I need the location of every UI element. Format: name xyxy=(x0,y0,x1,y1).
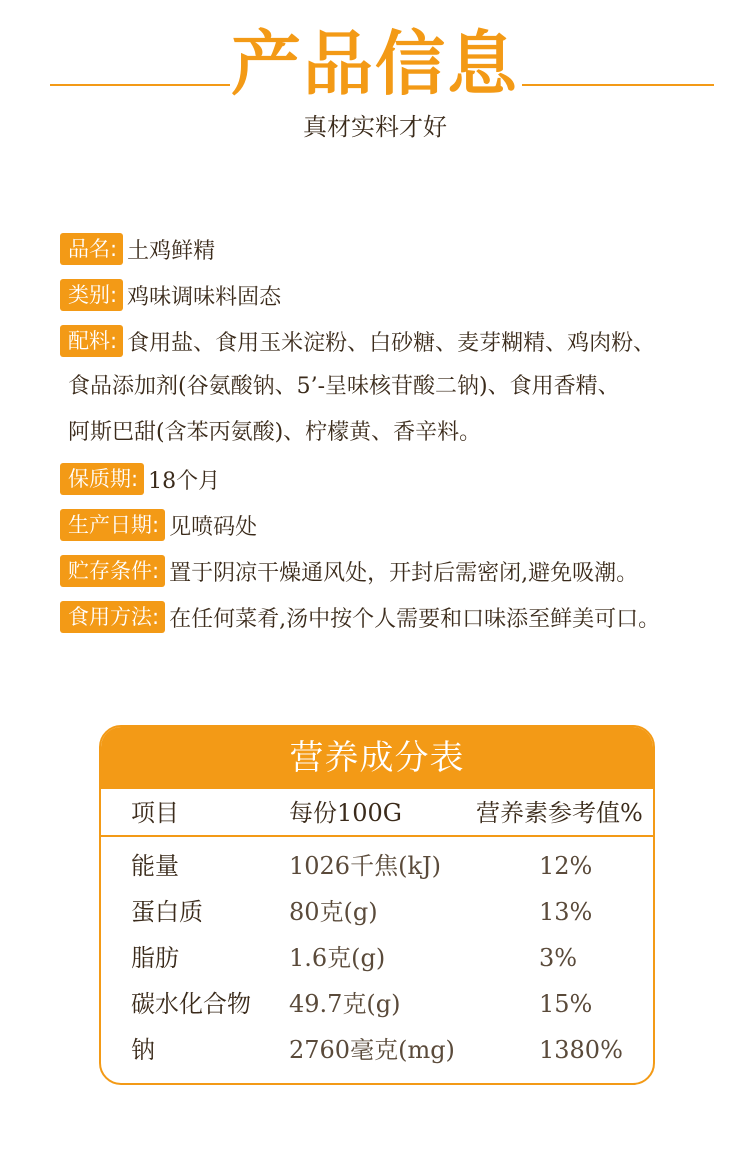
nutrient-name: 能量 xyxy=(131,852,179,880)
nutrition-table-header xyxy=(101,789,653,837)
storage-tag: 贮存条件: xyxy=(60,555,165,587)
info-row-production-date xyxy=(60,502,740,548)
nutrient-nrv: 13% xyxy=(539,898,593,926)
product-info xyxy=(60,226,740,640)
nutrient-name: 钠 xyxy=(131,1036,155,1064)
ingredients-line-1: 食用盐、食用玉米淀粉、白砂糖、麦芽糊精、鸡肉粉、 xyxy=(127,330,656,356)
name-value: 土鸡鲜精 xyxy=(127,238,216,264)
table-row xyxy=(101,935,653,981)
info-row-ingredients xyxy=(60,318,740,364)
nutrient-amount: 1.6克(g) xyxy=(289,944,386,972)
nutrient-amount: 1026千焦(kJ) xyxy=(289,852,441,880)
nutrient-amount: 80克(g) xyxy=(289,898,378,926)
table-row xyxy=(101,1027,653,1073)
nutrient-name: 蛋白质 xyxy=(131,898,203,926)
usage-tag: 食用方法: xyxy=(60,601,165,633)
nutrition-table-title: 营养成分表 xyxy=(101,727,653,789)
ingredients-tag: 配料: xyxy=(60,325,123,357)
table-row xyxy=(101,843,653,889)
production-date-tag: 生产日期: xyxy=(60,509,165,541)
page-subtitle: 真材实料才好 xyxy=(303,113,447,141)
title-divider-right xyxy=(522,84,714,86)
storage-value: 置于阴凉干燥通风处，开封后需密闭,避免吸潮。 xyxy=(169,560,639,586)
nutrient-name: 脂肪 xyxy=(131,944,179,972)
info-row-usage xyxy=(60,594,740,640)
shelf-life-value: 18个月 xyxy=(148,468,221,494)
info-row-shelf-life xyxy=(60,456,740,502)
category-value: 鸡味调味料固态 xyxy=(127,284,282,310)
column-header-per-serving: 每份100G xyxy=(289,799,402,827)
nutrient-nrv: 1380% xyxy=(539,1036,623,1064)
info-row-storage xyxy=(60,548,740,594)
nutrition-table-body xyxy=(101,837,653,1073)
page-header xyxy=(0,24,750,104)
nutrient-name: 碳水化合物 xyxy=(131,990,251,1018)
info-row-category xyxy=(60,272,740,318)
table-row xyxy=(101,981,653,1027)
nutrient-nrv: 3% xyxy=(539,944,578,972)
info-row-name xyxy=(60,226,740,272)
table-row xyxy=(101,889,653,935)
usage-value: 在任何菜肴,汤中按个人需要和口味添至鲜美可口。 xyxy=(169,606,661,632)
ingredients-line-3: 阿斯巴甜(含苯丙氨酸)、柠檬黄、香辛料。 xyxy=(68,420,482,445)
nutrition-table xyxy=(99,725,655,1085)
nutrient-amount: 49.7克(g) xyxy=(289,990,401,1018)
shelf-life-tag: 保质期: xyxy=(60,463,144,495)
page-title: 产品信息 xyxy=(231,23,519,105)
category-tag: 类别: xyxy=(60,279,123,311)
production-date-value: 见喷码处 xyxy=(169,514,258,540)
nutrient-amount: 2760毫克(mg) xyxy=(289,1036,455,1064)
ingredients-line-2: 食品添加剂(谷氨酸钠、5’-呈味核苷酸二钠)、食用香精、 xyxy=(68,374,620,399)
column-header-item: 项目 xyxy=(131,799,179,827)
column-header-nrv: 营养素参考值% xyxy=(476,799,643,827)
nutrient-nrv: 12% xyxy=(539,852,593,880)
name-tag: 品名: xyxy=(60,233,123,265)
nutrient-nrv: 15% xyxy=(539,990,593,1018)
